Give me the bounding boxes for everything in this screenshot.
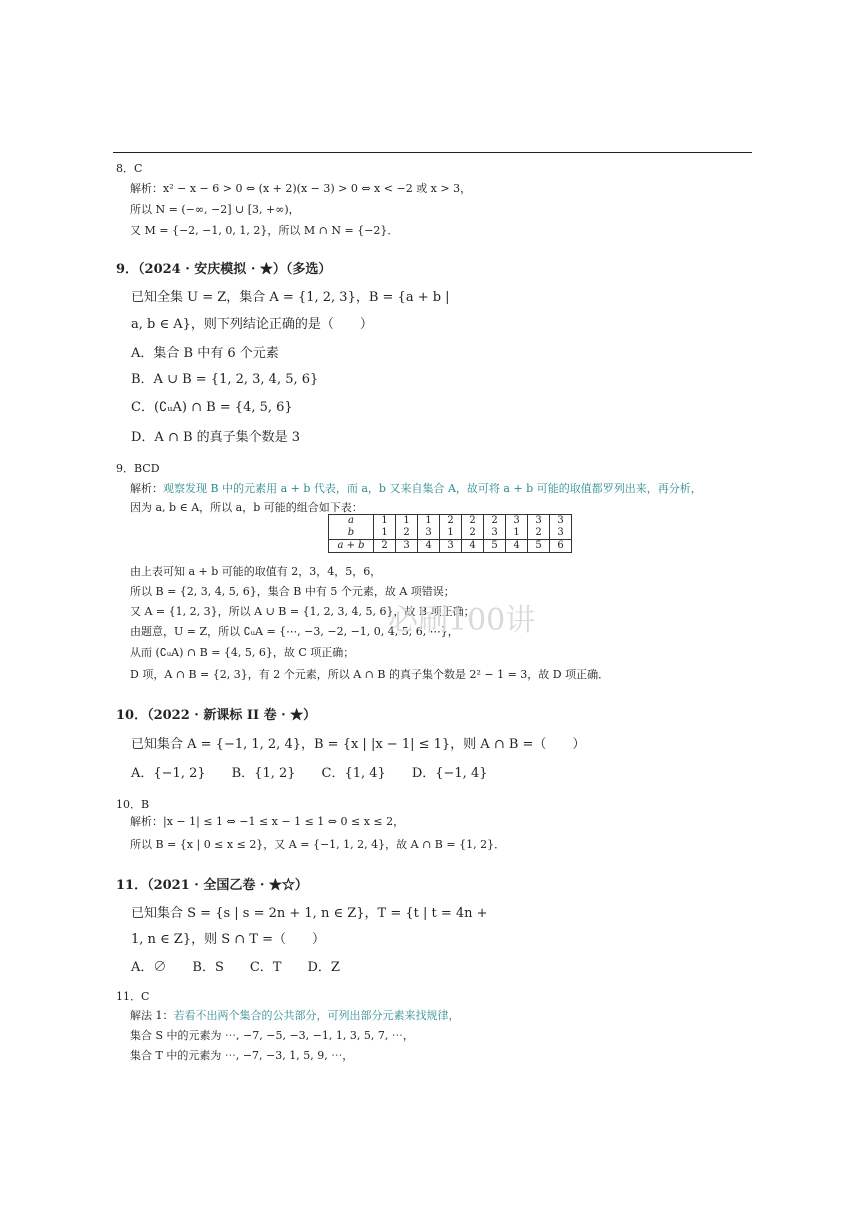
q9-option-c: C．(∁ᵤA) ∩ B = {4, 5, 6} xyxy=(131,400,293,415)
table-cell: 3 xyxy=(396,540,418,553)
table-cell: 4 xyxy=(418,540,440,553)
q9-option-a: A．集合 B 中有 6 个元素 xyxy=(131,346,279,361)
q11-method-prefix: 解法 1： xyxy=(130,1009,174,1022)
q9-analysis-line xyxy=(130,480,702,496)
q10-analysis-line-1: 解析：|x − 1| ≤ 1 ⇔ −1 ≤ x − 1 ≤ 1 ⇔ 0 ≤ x ≤ 2， xyxy=(130,815,405,828)
table-cell: 2 xyxy=(374,540,396,553)
q9-analysis-prefix: 解析： xyxy=(130,482,163,495)
table-cell: 5 xyxy=(528,540,550,553)
table-row-label: a xyxy=(329,515,374,528)
table-cell: 3 xyxy=(440,540,462,553)
q11-method-line xyxy=(130,1007,460,1023)
table-cell: 6 xyxy=(550,540,572,553)
table-cell: 1 xyxy=(506,527,528,540)
q9-option-d: D．A ∩ B 的真子集个数是 3 xyxy=(131,430,301,445)
q8-answer-label: 8．C xyxy=(116,162,143,175)
q9-stem-line-2: a, b ∈ A}，则下列结论正确的是（ ） xyxy=(131,317,373,332)
q9-analysis-line-2: 所以 B = {2, 3, 4, 5, 6}，集合 B 中有 5 个元素，故 A 项错误； xyxy=(130,585,455,598)
q9-option-b: B．A ∪ B = {1, 2, 3, 4, 5, 6} xyxy=(131,372,319,387)
q9-analysis-line-1: 由上表可知 a + b 可能的取值有 2，3，4，5，6， xyxy=(130,565,382,578)
q8-analysis-line-2: 所以 N = (−∞, −2] ∪ [3, +∞)， xyxy=(130,203,300,216)
q11-options: A．∅ B．S C．T D．Z xyxy=(131,960,340,975)
table-cell: 4 xyxy=(462,540,484,553)
q9-analysis-note: 观察发现 B 中的元素用 a + b 代表，而 a，b 又来自集合 A，故可将 a + b 可能的取值都罗列出来，再分析， xyxy=(163,482,702,495)
table-cell: 1 xyxy=(418,515,440,528)
table-cell: 3 xyxy=(418,527,440,540)
table-cell: 2 xyxy=(440,515,462,528)
table-row-b xyxy=(329,527,572,540)
q10-heading: 10．（2022 · 新课标 II 卷 · ★） xyxy=(116,708,317,723)
table-cell: 3 xyxy=(528,515,550,528)
table-cell: 3 xyxy=(484,527,506,540)
table-cell: 2 xyxy=(528,527,550,540)
table-cell: 2 xyxy=(484,515,506,528)
table-cell: 5 xyxy=(484,540,506,553)
q9-table-intro: 因为 a, b ∈ A，所以 a，b 可能的组合如下表： xyxy=(130,501,363,514)
q9-heading: 9．（2024 · 安庆模拟 · ★）（多选） xyxy=(116,262,332,277)
table-cell: 3 xyxy=(506,515,528,528)
q11-heading: 11．（2021 · 全国乙卷 · ★☆） xyxy=(116,878,308,893)
table-row-sum xyxy=(329,540,572,553)
q9-analysis-line-6: D 项，A ∩ B = {2, 3}，有 2 个元素，所以 A ∩ B 的真子集个数是 2² − 1 = 3，故 D 项正确． xyxy=(130,668,610,681)
table-row-a xyxy=(329,515,572,528)
table-row-label: b xyxy=(329,527,374,540)
table-cell: 1 xyxy=(374,515,396,528)
ab-combinations-table xyxy=(328,514,572,553)
table-cell: 3 xyxy=(550,515,572,528)
q9-analysis-line-5: 从而 (∁ᵤA) ∩ B = {4, 5, 6}，故 C 项正确； xyxy=(130,646,355,659)
table-cell: 1 xyxy=(396,515,418,528)
table-cell: 1 xyxy=(374,527,396,540)
top-rule xyxy=(113,152,752,153)
q9-answer-label: 9．BCD xyxy=(116,462,160,475)
q9-analysis-line-3: 又 A = {1, 2, 3}，所以 A ∪ B = {1, 2, 3, 4, 5, 6}，故 B 项正确； xyxy=(130,605,475,618)
table-row-label: a + b xyxy=(329,540,374,553)
q10-answer-label: 10．B xyxy=(116,798,150,811)
q11-stem-line-2: 1, n ∈ Z}，则 S ∩ T =（ ） xyxy=(131,932,325,947)
q11-analysis-line-2: 集合 T 中的元素为 ⋯, −7, −3, 1, 5, 9, ⋯， xyxy=(130,1049,354,1062)
table-cell: 2 xyxy=(462,527,484,540)
q9-stem-line-1: 已知全集 U = Z，集合 A = {1, 2, 3}，B = {a + b | xyxy=(131,290,450,305)
table-cell: 2 xyxy=(462,515,484,528)
q8-analysis-line-1: 解析：x² − x − 6 > 0 ⇔ (x + 2)(x − 3) > 0 ⇔ x < −2 或 x > 3， xyxy=(130,182,472,195)
q10-options: A．{−1, 2} B．{1, 2} C．{1, 4} D．{−1, 4} xyxy=(131,766,488,781)
table-cell: 3 xyxy=(550,527,572,540)
table-cell: 1 xyxy=(440,527,462,540)
table-cell: 4 xyxy=(506,540,528,553)
q11-stem-line-1: 已知集合 S = {s | s = 2n + 1, n ∈ Z}，T = {t | t = 4n + xyxy=(131,906,488,921)
q9-analysis-line-4: 由题意，U = Z，所以 ∁ᵤA = {⋯, −3, −2, −1, 0, 4, 5, 6, ⋯}， xyxy=(130,625,459,638)
q10-analysis-line-2: 所以 B = {x | 0 ≤ x ≤ 2}，又 A = {−1, 1, 2, 4}，故 A ∩ B = {1, 2}． xyxy=(130,838,506,851)
q11-method-note: 若看不出两个集合的公共部分，可列出部分元素来找规律， xyxy=(173,1009,460,1022)
q10-stem: 已知集合 A = {−1, 1, 2, 4}，B = {x | |x − 1| ≤ 1}，则 A ∩ B =（ ） xyxy=(131,737,586,752)
q8-analysis-line-3: 又 M = {−2, −1, 0, 1, 2}，所以 M ∩ N = {−2}． xyxy=(130,224,399,237)
q11-analysis-line-1: 集合 S 中的元素为 ⋯, −7, −5, −3, −1, 1, 3, 5, 7, ⋯， xyxy=(130,1029,414,1042)
table-cell: 2 xyxy=(396,527,418,540)
q11-answer-label: 11．C xyxy=(116,990,150,1003)
watermark: 必刷100讲 xyxy=(388,603,536,638)
